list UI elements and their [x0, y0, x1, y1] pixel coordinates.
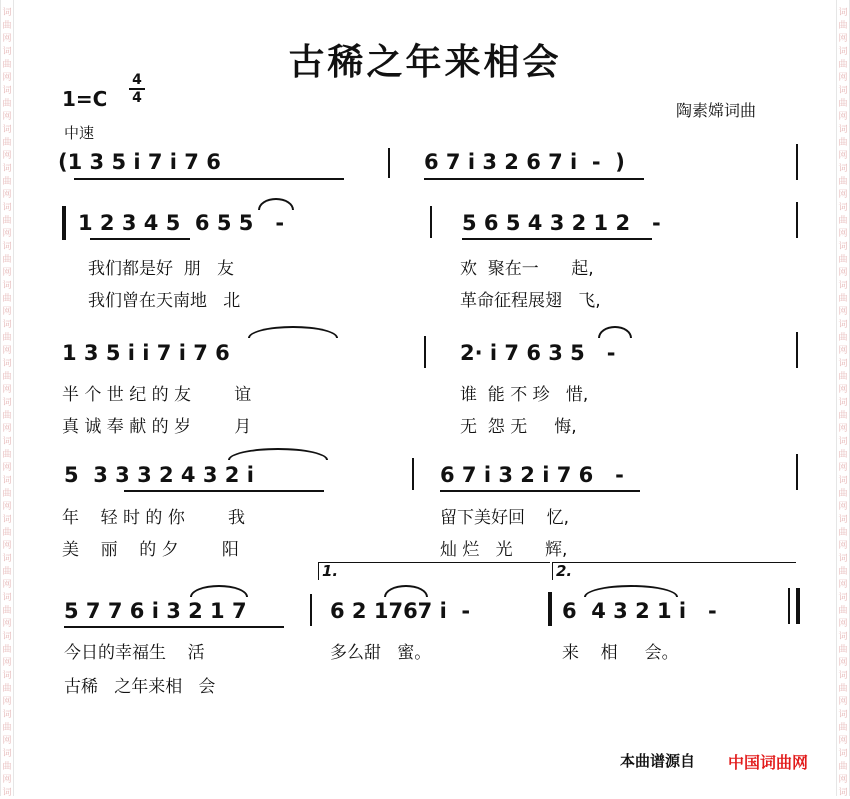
watermark-glyph: 词: [838, 554, 848, 564]
barline: [796, 454, 798, 490]
row3-lyric1-b: 留下美好回 忆,: [440, 508, 570, 528]
row3-lyric1-a: 年 轻 时 的 你 我: [62, 508, 246, 528]
barline: [796, 202, 798, 238]
volta-second-ending: 2.: [552, 562, 796, 580]
row4-notes-a: 5 7 7 6 i 3 2 1 7: [64, 599, 247, 623]
watermark-glyph: 词: [2, 320, 12, 330]
watermark-glyph: 词: [2, 710, 12, 720]
row3-lyric2-b: 灿 烂 光 辉,: [440, 540, 568, 560]
barline: [796, 332, 798, 368]
watermark-glyph: 曲: [838, 606, 848, 616]
watermark-glyph: 网: [838, 580, 848, 590]
watermark-glyph: 网: [2, 190, 12, 200]
underline: [440, 490, 640, 492]
watermark-glyph: 曲: [2, 528, 12, 538]
watermark-glyph: 词: [2, 671, 12, 681]
watermark-glyph: 曲: [2, 294, 12, 304]
row4-notes-c: 6 4 3 2 1 i -: [562, 599, 717, 623]
underline: [462, 238, 652, 240]
row1-lyric1-a: 我们都是好 朋 友: [88, 259, 235, 279]
watermark-glyph: 曲: [2, 216, 12, 226]
watermark-glyph: 网: [2, 463, 12, 473]
watermark-glyph: 词: [2, 86, 12, 96]
watermark-glyph: 曲: [2, 333, 12, 343]
watermark-glyph: 网: [838, 619, 848, 629]
watermark-glyph: 网: [838, 112, 848, 122]
watermark-glyph: 曲: [838, 528, 848, 538]
slur: [384, 585, 428, 597]
watermark-glyph: 曲: [838, 684, 848, 694]
watermark-glyph: 网: [838, 34, 848, 44]
slur: [584, 585, 678, 597]
underline: [64, 626, 284, 628]
watermark-glyph: 曲: [2, 723, 12, 733]
watermark-glyph: 曲: [838, 411, 848, 421]
row2-notes-b: 2· i 7 6 3 5 -: [460, 341, 616, 365]
watermark-glyph: 曲: [2, 138, 12, 148]
watermark-glyph: 网: [2, 151, 12, 161]
watermark-glyph: 曲: [2, 450, 12, 460]
watermark-glyph: 词: [838, 125, 848, 135]
watermark-glyph: 网: [2, 268, 12, 278]
time-signature: [129, 72, 145, 106]
watermark-glyph: 网: [838, 151, 848, 161]
watermark-glyph: 网: [838, 658, 848, 668]
row4-lyric1-b: 多么甜 蜜。: [330, 643, 432, 663]
slur: [258, 198, 294, 210]
row0-notes-b: 6 7 i 3 2 6 7 i - ): [424, 150, 625, 174]
watermark-glyph: 网: [838, 736, 848, 746]
watermark-glyph: 网: [2, 385, 12, 395]
row1-lyric2-b: 革命征程展翅 飞,: [460, 291, 601, 311]
slur: [598, 326, 632, 338]
watermark-glyph: 网: [2, 736, 12, 746]
watermark-glyph: 网: [2, 112, 12, 122]
barline: [412, 458, 414, 490]
watermark-glyph: 词: [2, 476, 12, 486]
watermark-glyph: 曲: [838, 333, 848, 343]
underline: [124, 490, 324, 492]
barline: [430, 206, 432, 238]
watermark-glyph: 网: [2, 580, 12, 590]
repeat-end-bar: [548, 592, 552, 626]
row1-lyric1-b: 欢 聚在一 起,: [460, 259, 594, 279]
watermark-glyph: 词: [838, 47, 848, 57]
watermark-glyph: 词: [2, 47, 12, 57]
barline: [310, 594, 312, 626]
key-signature: 1=C: [62, 87, 108, 111]
watermark-glyph: 词: [2, 164, 12, 174]
watermark-glyph: 词: [2, 359, 12, 369]
watermark-glyph: 曲: [2, 21, 12, 31]
watermark-glyph: 词: [838, 632, 848, 642]
row3-notes-a: 5 3 3 3 2 4 3 2 i: [64, 463, 254, 487]
row2-lyric1-a: 半 个 世 纪 的 友 谊: [62, 385, 252, 405]
watermark-glyph: 词: [2, 8, 12, 18]
watermark-glyph: 网: [838, 346, 848, 356]
watermark-glyph: 词: [2, 749, 12, 759]
watermark-glyph: 网: [838, 697, 848, 707]
watermark-glyph: 词: [2, 398, 12, 408]
watermark-glyph: 网: [838, 463, 848, 473]
underline: [90, 238, 190, 240]
slur: [248, 326, 338, 338]
watermark-glyph: 网: [838, 307, 848, 317]
watermark-glyph: 曲: [2, 177, 12, 187]
watermark-glyph: 网: [838, 424, 848, 434]
barline: [796, 144, 798, 180]
watermark-glyph: 词: [838, 86, 848, 96]
row0-notes-a: (1 3 5 i 7 i 7 6: [58, 150, 221, 174]
watermark-glyph: 网: [2, 307, 12, 317]
song-title: 古稀之年来相会: [288, 41, 562, 83]
repeat-start-bar: [62, 206, 66, 240]
watermark-glyph: 网: [2, 658, 12, 668]
row4-lyric1-a: 今日的幸福生 活: [64, 643, 205, 663]
watermark-glyph: 网: [2, 34, 12, 44]
watermark-glyph: 曲: [838, 567, 848, 577]
watermark-glyph: 曲: [2, 411, 12, 421]
watermark-glyph: 词: [2, 632, 12, 642]
watermark-glyph: 网: [838, 190, 848, 200]
watermark-glyph: 曲: [838, 645, 848, 655]
barline: [388, 148, 390, 178]
watermark-glyph: 曲: [838, 138, 848, 148]
source-label: 本曲谱源自: [620, 752, 696, 770]
row4-lyric2-a: 古稀 之年来相 会: [64, 677, 216, 697]
watermark-glyph: 词: [838, 242, 848, 252]
watermark-glyph: 曲: [2, 372, 12, 382]
row2-lyric2-a: 真 诚 奉 献 的 岁 月: [62, 417, 252, 437]
watermark-glyph: 网: [838, 229, 848, 239]
watermark-glyph: 曲: [2, 645, 12, 655]
watermark-glyph: 词: [838, 671, 848, 681]
watermark-glyph: 网: [2, 697, 12, 707]
tempo-marking: 中速: [64, 124, 95, 142]
watermark-glyph: 曲: [838, 21, 848, 31]
meter-bottom: 4: [132, 90, 142, 106]
row4-lyric1-c: 来 相 会。: [562, 643, 679, 663]
watermark-glyph: 网: [2, 619, 12, 629]
volta-first-ending: 1.: [318, 562, 550, 580]
watermark-glyph: 网: [2, 346, 12, 356]
watermark-glyph: 网: [2, 73, 12, 83]
watermark-glyph: 曲: [838, 255, 848, 265]
watermark-glyph: 词: [838, 788, 848, 798]
watermark-glyph: 词: [2, 242, 12, 252]
watermark-glyph: 曲: [2, 606, 12, 616]
watermark-glyph: 曲: [838, 294, 848, 304]
watermark-glyph: 曲: [838, 372, 848, 382]
source-site[interactable]: 中国词曲网: [728, 753, 809, 772]
watermark-glyph: 网: [838, 73, 848, 83]
watermark-glyph: 曲: [2, 684, 12, 694]
row2-lyric2-b: 无 怨 无 悔,: [460, 417, 577, 437]
watermark-glyph: 词: [838, 359, 848, 369]
meter-top: 4: [129, 72, 145, 90]
watermark-glyph: 词: [838, 710, 848, 720]
watermark-glyph: 词: [838, 749, 848, 759]
watermark-glyph: 曲: [838, 450, 848, 460]
watermark-glyph: 词: [838, 203, 848, 213]
watermark-glyph: 曲: [2, 489, 12, 499]
watermark-glyph: 词: [838, 398, 848, 408]
watermark-glyph: 词: [2, 125, 12, 135]
row2-notes-a: 1 3 5 i i 7 i 7 6: [62, 341, 230, 365]
watermark-glyph: 曲: [838, 762, 848, 772]
watermark-glyph: 网: [838, 502, 848, 512]
row3-notes-b: 6 7 i 3 2 i 7 6 -: [440, 463, 624, 487]
watermark-glyph: 词: [838, 476, 848, 486]
watermark-glyph: 词: [2, 437, 12, 447]
underline: [74, 178, 344, 180]
watermark-glyph: 词: [838, 593, 848, 603]
watermark-glyph: 网: [2, 424, 12, 434]
barline: [424, 336, 426, 368]
watermark-glyph: 网: [2, 229, 12, 239]
watermark-glyph: 曲: [838, 723, 848, 733]
watermark-glyph: 曲: [838, 60, 848, 70]
watermark-glyph: 曲: [2, 255, 12, 265]
watermark-glyph: 网: [838, 385, 848, 395]
watermark-glyph: 词: [838, 164, 848, 174]
final-barline-thick: [796, 588, 800, 624]
watermark-glyph: 词: [2, 515, 12, 525]
row3-lyric2-a: 美 丽 的 夕 阳: [62, 540, 239, 560]
watermark-glyph: 词: [838, 515, 848, 525]
final-barline-thin: [788, 588, 790, 624]
watermark-glyph: 词: [2, 554, 12, 564]
watermark-glyph: 网: [838, 541, 848, 551]
row1-notes-a: 1 2 3 4 5 6 5 5 -: [78, 211, 285, 235]
watermark-glyph: 词: [838, 320, 848, 330]
watermark-glyph: 词: [838, 281, 848, 291]
watermark-glyph: 网: [838, 775, 848, 785]
watermark-glyph: 曲: [838, 489, 848, 499]
row1-notes-b: 5 6 5 4 3 2 1 2 -: [462, 211, 661, 235]
watermark-glyph: 词: [838, 437, 848, 447]
slur: [228, 448, 328, 460]
row4-notes-b: 6 2 1767 i -: [330, 599, 471, 623]
watermark-glyph: 曲: [2, 99, 12, 109]
watermark-glyph: 词: [2, 281, 12, 291]
watermark-glyph: 曲: [838, 216, 848, 226]
watermark-glyph: 曲: [2, 567, 12, 577]
watermark-glyph: 曲: [838, 177, 848, 187]
watermark-glyph: 词: [2, 203, 12, 213]
row2-lyric1-b: 谁 能 不 珍 惜,: [460, 385, 589, 405]
row1-lyric2-a: 我们曾在天南地 北: [88, 291, 241, 311]
underline: [424, 178, 644, 180]
watermark-glyph: 曲: [2, 762, 12, 772]
watermark-glyph: 曲: [2, 60, 12, 70]
watermark-glyph: 网: [838, 268, 848, 278]
slur: [190, 585, 248, 597]
watermark-glyph: 词: [2, 593, 12, 603]
author-credit: 陶素嫦词曲: [676, 101, 757, 120]
watermark-glyph: 网: [2, 775, 12, 785]
watermark-glyph: 网: [2, 502, 12, 512]
watermark-glyph: 曲: [838, 99, 848, 109]
watermark-glyph: 词: [838, 8, 848, 18]
watermark-glyph: 网: [2, 541, 12, 551]
watermark-glyph: 词: [2, 788, 12, 798]
